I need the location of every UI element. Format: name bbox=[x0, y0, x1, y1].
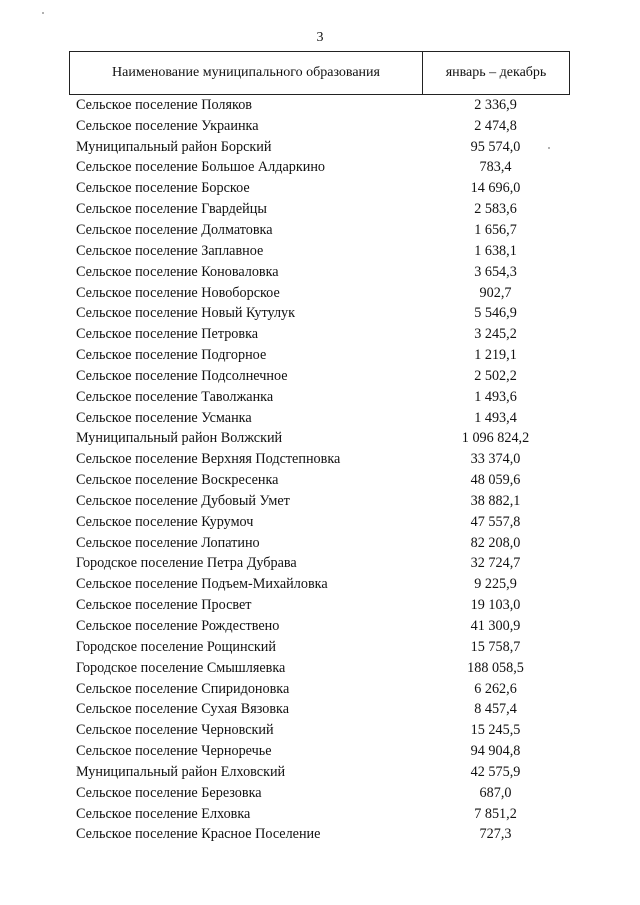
row-name: Сельское поселение Сухая Вязовка bbox=[76, 701, 290, 718]
row-value: 94 904,8 bbox=[470, 743, 521, 760]
row-name: Сельское поселение Курумоч bbox=[76, 513, 254, 530]
row-value: 38 882,1 bbox=[470, 492, 521, 509]
row-value: 9 225,9 bbox=[474, 576, 517, 593]
row-name: Сельское поселение Дубовый Умет bbox=[76, 492, 290, 509]
row-name: Сельское поселение Украинка bbox=[76, 117, 259, 134]
row-value: 2 583,6 bbox=[474, 201, 517, 218]
table-row bbox=[76, 137, 570, 158]
row-value: 33 374,0 bbox=[470, 451, 521, 468]
row-value: 1 493,6 bbox=[474, 388, 517, 405]
row-value: 7 851,2 bbox=[474, 805, 517, 822]
table-row bbox=[76, 345, 570, 366]
row-name: Сельское поселение Большое Алдаркино bbox=[76, 159, 326, 176]
row-name: Сельское поселение Воскресенка bbox=[76, 472, 279, 489]
row-name: Сельское поселение Рождествено bbox=[76, 618, 280, 635]
row-value: 48 059,6 bbox=[470, 472, 521, 489]
row-value: 8 457,4 bbox=[474, 701, 517, 718]
row-value: 188 058,5 bbox=[467, 659, 524, 676]
row-value: 2 502,2 bbox=[474, 367, 517, 384]
table-row bbox=[76, 783, 570, 804]
table-row bbox=[76, 303, 570, 324]
row-value: 3 245,2 bbox=[474, 326, 517, 343]
row-name: Муниципальный район Волжский bbox=[76, 430, 283, 447]
row-value: 687,0 bbox=[479, 784, 512, 801]
row-name: Сельское поселение Коноваловка bbox=[76, 263, 279, 280]
table-row bbox=[76, 491, 570, 512]
row-name: Муниципальный район Елховский bbox=[76, 763, 286, 780]
row-value: 5 546,9 bbox=[474, 305, 517, 322]
table-row bbox=[76, 699, 570, 720]
table-row bbox=[76, 429, 570, 450]
table-row bbox=[76, 178, 570, 199]
column-header-name: Наименование муниципального образования bbox=[70, 52, 423, 94]
row-value: 2 474,8 bbox=[474, 117, 517, 134]
table-header bbox=[69, 51, 570, 95]
row-value: 14 696,0 bbox=[470, 180, 521, 197]
row-name: Сельское поселение Поляков bbox=[76, 96, 252, 113]
table-row bbox=[76, 283, 570, 304]
table-row bbox=[76, 512, 570, 533]
row-name: Городское поселение Смышляевка bbox=[76, 659, 286, 676]
row-name: Сельское поселение Новый Кутулук bbox=[76, 305, 296, 322]
row-value: 41 300,9 bbox=[470, 618, 521, 635]
table-row bbox=[76, 658, 570, 679]
row-value: 15 758,7 bbox=[470, 638, 521, 655]
row-name: Сельское поселение Черновский bbox=[76, 722, 274, 739]
row-name: Сельское поселение Лопатино bbox=[76, 534, 260, 551]
table-row bbox=[76, 95, 570, 116]
table-row bbox=[76, 408, 570, 429]
row-name: Сельское поселение Елховка bbox=[76, 805, 251, 822]
row-name: Сельское поселение Черноречье bbox=[76, 743, 272, 760]
row-name: Сельское поселение Долматовка bbox=[76, 221, 273, 238]
table-row bbox=[76, 679, 570, 700]
row-value: 2 336,9 bbox=[474, 96, 517, 113]
table-row bbox=[76, 720, 570, 741]
table-row bbox=[76, 220, 570, 241]
row-name: Сельское поселение Таволжанка bbox=[76, 388, 274, 405]
row-name: Сельское поселение Подъем-Михайловка bbox=[76, 576, 328, 593]
row-value: 1 219,1 bbox=[474, 347, 517, 364]
row-name: Сельское поселение Подгорное bbox=[76, 347, 267, 364]
page-number: 3 bbox=[316, 30, 324, 45]
row-value: 6 262,6 bbox=[474, 680, 517, 697]
row-name: Муниципальный район Борский bbox=[76, 138, 272, 155]
row-name: Сельское поселение Петровка bbox=[76, 326, 259, 343]
row-value: 15 245,5 bbox=[470, 722, 521, 739]
row-value: 47 557,8 bbox=[470, 513, 521, 530]
row-name: Городское поселение Петра Дубрава bbox=[76, 555, 297, 572]
row-name: Сельское поселение Новоборское bbox=[76, 284, 280, 301]
row-name: Сельское поселение Березовка bbox=[76, 784, 262, 801]
row-value: 783,4 bbox=[479, 159, 512, 176]
row-name: Сельское поселение Красное Поселение bbox=[76, 826, 321, 843]
row-name: Сельское поселение Верхняя Подстепновка bbox=[76, 451, 341, 468]
table-row bbox=[76, 825, 570, 846]
row-value: 42 575,9 bbox=[470, 763, 521, 780]
row-name: Сельское поселение Борское bbox=[76, 180, 250, 197]
table-row bbox=[76, 762, 570, 783]
table-row bbox=[76, 595, 570, 616]
row-value: 82 208,0 bbox=[470, 534, 521, 551]
row-name: Городское поселение Рощинский bbox=[76, 638, 276, 655]
table-row bbox=[76, 574, 570, 595]
table-row bbox=[76, 554, 570, 575]
table-row bbox=[76, 324, 570, 345]
row-value: 32 724,7 bbox=[470, 555, 521, 572]
table-row bbox=[76, 741, 570, 762]
scan-speck bbox=[42, 12, 44, 14]
row-name: Сельское поселение Спиридоновка bbox=[76, 680, 290, 697]
table-row bbox=[76, 449, 570, 470]
table-row bbox=[76, 262, 570, 283]
table-row bbox=[76, 158, 570, 179]
row-name: Сельское поселение Заплавное bbox=[76, 242, 264, 259]
table-row bbox=[76, 616, 570, 637]
table-body bbox=[76, 95, 570, 845]
table-row bbox=[76, 199, 570, 220]
table-row bbox=[76, 116, 570, 137]
row-value: 1 096 824,2 bbox=[461, 430, 530, 447]
row-name: Сельское поселение Просвет bbox=[76, 597, 252, 614]
row-value: 3 654,3 bbox=[474, 263, 517, 280]
column-header-period: январь – декабрь bbox=[445, 65, 547, 80]
table-row bbox=[76, 470, 570, 491]
row-value: 727,3 bbox=[479, 826, 512, 843]
row-name: Сельское поселение Гвардейцы bbox=[76, 201, 267, 218]
table-row bbox=[76, 804, 570, 825]
row-name: Сельское поселение Подсолнечное bbox=[76, 367, 288, 384]
row-name: Сельское поселение Усманка bbox=[76, 409, 252, 426]
row-value: 902,7 bbox=[479, 284, 512, 301]
row-value: 1 493,4 bbox=[474, 409, 517, 426]
row-value: 95 574,0 bbox=[470, 138, 521, 155]
row-value: 19 103,0 bbox=[470, 597, 521, 614]
table-row bbox=[76, 533, 570, 554]
table-row bbox=[76, 387, 570, 408]
row-value: 1 656,7 bbox=[474, 221, 517, 238]
table-row bbox=[76, 241, 570, 262]
table-row bbox=[76, 637, 570, 658]
table-row bbox=[76, 366, 570, 387]
row-value: 1 638,1 bbox=[474, 242, 517, 259]
